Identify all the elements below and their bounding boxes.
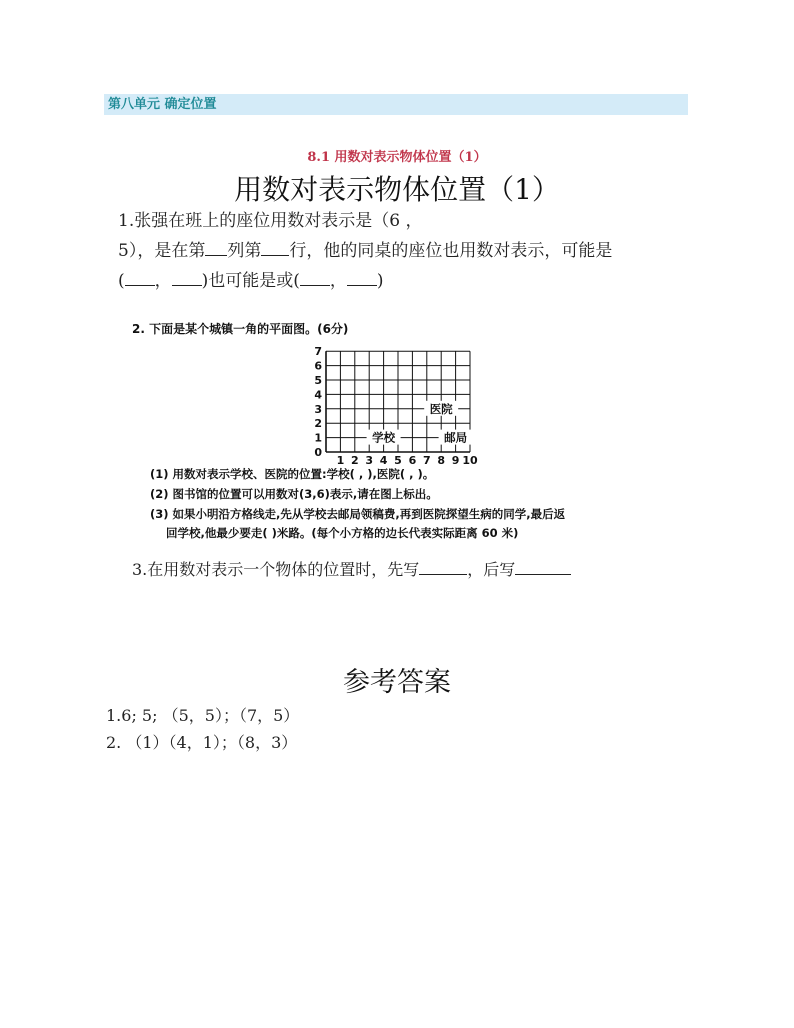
question-3 (132, 556, 571, 580)
question-1 (118, 206, 678, 296)
x-tick-label: 7 (422, 454, 431, 467)
y-tick-label: 5 (314, 374, 322, 387)
blank-x-1[interactable] (125, 267, 155, 286)
y-tick-label: 3 (314, 402, 322, 416)
blank-y-1[interactable] (172, 267, 202, 286)
x-tick-label: 10 (462, 454, 478, 467)
y-tick-label: 6 (314, 359, 322, 373)
y-tick-label: 7 (314, 345, 322, 359)
blank-y-2[interactable] (347, 267, 377, 286)
landmark-label: 医院 (429, 401, 453, 416)
question-2-sub-1: (1) 用数对表示学校、医院的位置:学校( , ),医院( , )。 (150, 467, 435, 481)
question-2-sub-3b: 回学校,他最少要走( )米路。(每个小方格的边长代表实际距离 60 米) (166, 526, 519, 540)
unit-header: 第八单元 确定位置 (104, 94, 688, 115)
y-tick-label: 2 (314, 417, 322, 431)
section-heading: 8.1 用数对表示物体位置（1） (307, 150, 487, 165)
blank-column[interactable] (205, 237, 227, 256)
x-tick-label: 3 (365, 454, 374, 467)
comma: ， (154, 271, 172, 291)
coordinate-grid (122, 318, 622, 468)
x-tick-label: 8 (437, 454, 446, 467)
question-1-line-2 (118, 236, 678, 266)
question-3-text-a: 3.在用数对表示一个物体的位置时，先写 (132, 560, 420, 579)
blank-first[interactable] (419, 556, 467, 575)
paren-close: ) (376, 271, 384, 291)
question-2-scan (122, 318, 622, 548)
question-1-line-3 (118, 266, 678, 296)
blank-row[interactable] (261, 237, 289, 256)
question-2-sub-2: (2) 图书馆的位置可以用数对(3,6)表示,请在图上标出。 (150, 487, 438, 501)
y-tick-label: 4 (314, 388, 322, 402)
blank-second[interactable] (515, 556, 571, 575)
x-tick-label: 6 (408, 454, 417, 467)
question-2-title: 2. 下面是某个城镇一角的平面图。(6分) (132, 322, 349, 336)
answer-title: 参考答案 (343, 667, 451, 698)
answer-1: 1.6; 5; （5，5）；（7，5） (106, 706, 300, 725)
blank-x-2[interactable] (300, 267, 330, 286)
landmark-label: 邮局 (444, 430, 468, 445)
question-3-text-b: ，后写 (467, 560, 516, 579)
y-tick-label: 1 (314, 431, 322, 445)
landmark-label: 学校 (372, 430, 396, 445)
question-1-text-b: 列第 (227, 241, 262, 261)
question-1-text-a: 5），是在第 (118, 241, 206, 261)
question-2-sub-3a: (3) 如果小明沿方格线走,先从学校去邮局领稿费,再到医院探望生病的同学,最后返 (150, 507, 566, 521)
question-1-text-d: )也可能是或( (201, 271, 300, 291)
answer-list (106, 702, 299, 756)
question-1-text-c: 行，他的同桌的座位也用数对表示，可能是 (289, 241, 613, 261)
question-1-line-1: 1.张强在班上的座位用数对表示是（6 ， (118, 211, 423, 231)
answer-2: 2. （1）（4，1）；（8，3） (106, 733, 298, 752)
x-tick-label: 9 (451, 454, 460, 467)
x-tick-label: 4 (379, 454, 388, 467)
y-tick-label: 0 (314, 446, 322, 459)
x-tick-label: 1 (336, 454, 345, 467)
comma: ， (329, 271, 347, 291)
paren-open: ( (118, 271, 125, 291)
page-title: 用数对表示物体位置（1） (234, 173, 560, 206)
x-tick-label: 5 (394, 454, 402, 467)
x-tick-label: 2 (350, 454, 359, 467)
